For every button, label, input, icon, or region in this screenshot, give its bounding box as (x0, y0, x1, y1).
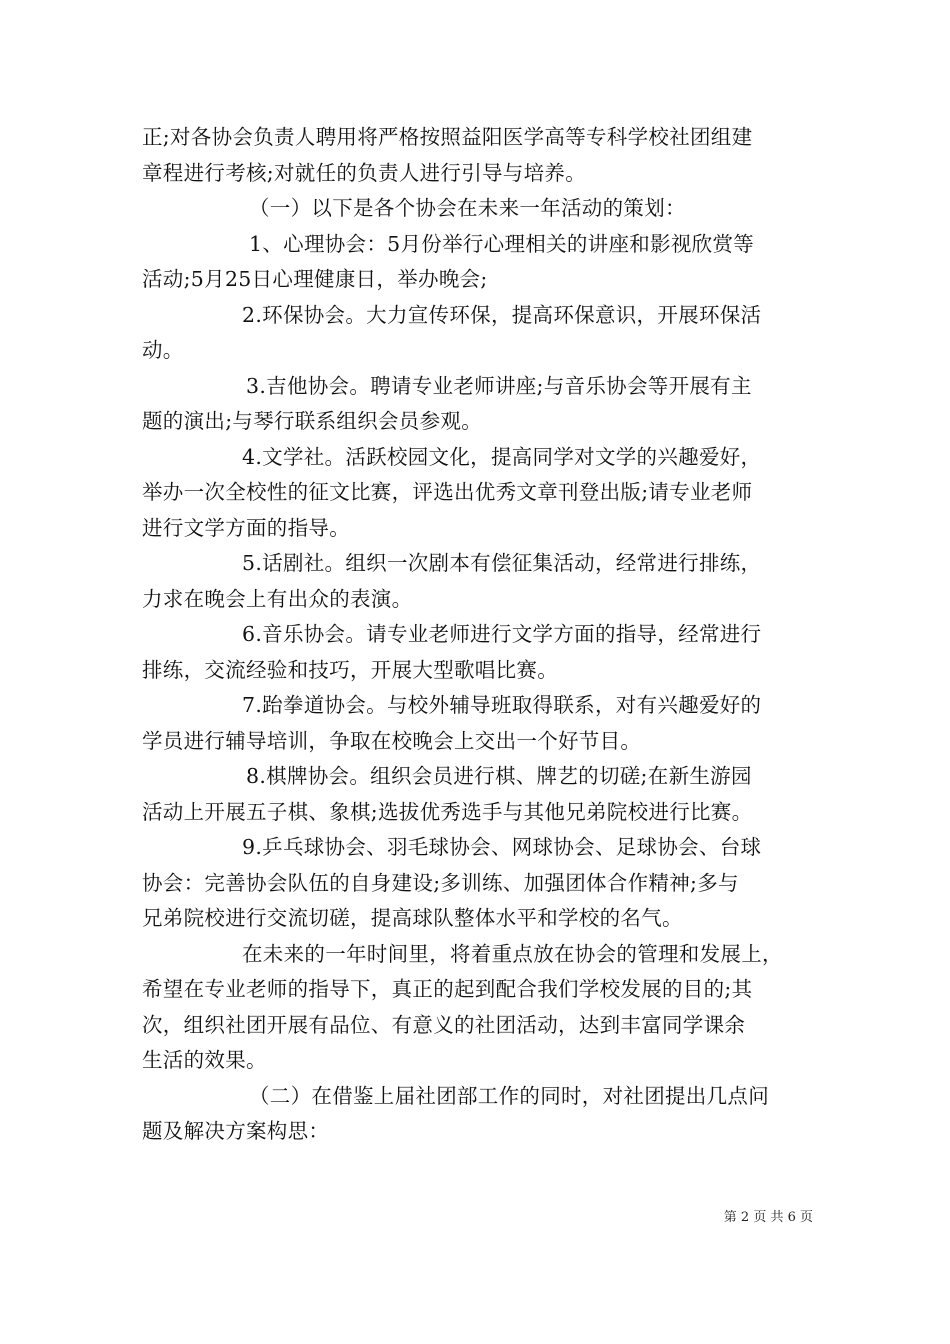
text-line: 9.乒乓球协会、羽毛球协会、网球协会、足球协会、台球 (242, 835, 762, 859)
text-line: 排练，交流经验和技巧，开展大型歌唱比赛。 (142, 657, 558, 682)
text-line: （一）以下是各个协会在未来一年活动的策划： (249, 196, 686, 220)
text-line: 在未来的一年时间里，将着重点放在协会的管理和发展上， (242, 941, 783, 966)
paragraph (142, 546, 812, 617)
text-line: 7.跆拳道协会。与校外辅导班取得联系，对有兴趣爱好的 (242, 693, 762, 717)
document-body (142, 120, 812, 1150)
text-line: 希望在专业老师的指导下，真正的起到配合我们学校发展的目的;其 (142, 977, 753, 1001)
paragraph (142, 227, 812, 298)
text-line: 兄弟院校进行交流切磋，提高球队整体水平和学校的名气。 (142, 906, 683, 930)
paragraph (142, 369, 812, 440)
text-line: 次，组织社团开展有品位、有意义的社团活动，达到丰富同学课余 (142, 1012, 746, 1037)
text-line: 活动;5月25日心理健康日，举办晚会; (142, 267, 488, 291)
text-line: 6.音乐协会。请专业老师进行文学方面的指导，经常进行 (242, 622, 762, 646)
page-number-footer: 第 2 页 共 6 页 (723, 1210, 813, 1225)
text-line: 学员进行辅导培训，争取在校晚会上交出一个好节目。 (142, 728, 642, 753)
text-line: （二）在借鉴上届社团部工作的同时，对社团提出几点问 (249, 1083, 769, 1108)
paragraph (142, 440, 812, 547)
paragraph (142, 759, 812, 830)
text-line: 举办一次全校性的征文比赛，评选出优秀文章刊登出版;请专业老师 (142, 480, 753, 504)
paragraph (142, 617, 812, 688)
paragraph (142, 120, 812, 191)
paragraph (142, 937, 812, 1079)
paragraph (142, 191, 812, 227)
text-line: 题及解决方案构思： (142, 1119, 330, 1143)
text-line: 活动上开展五子棋、象棋;选拔优秀选手与其他兄弟院校进行比赛。 (142, 799, 753, 824)
text-line: 8.棋牌协会。组织会员进行棋、牌艺的切磋;在新生游园 (246, 764, 752, 788)
paragraph (142, 830, 812, 937)
text-line: 生活的效果。 (142, 1048, 267, 1072)
text-line: 章程进行考核;对就任的负责人进行引导与培养。 (142, 160, 587, 185)
text-line: 协会：完善协会队伍的自身建设;多训练、加强团体合作精神;多与 (142, 870, 739, 895)
text-line: 力求在晚会上有出众的表演。 (142, 586, 413, 611)
text-line: 动。 (142, 338, 184, 362)
text-line: 1、心理协会：5月份举行心理相关的讲座和影视欣赏等 (249, 231, 755, 256)
text-line: 5.话剧社。组织一次剧本有偿征集活动，经常进行排练， (242, 551, 762, 575)
text-line: 2.环保协会。大力宣传环保，提高环保意识，开展环保活 (242, 302, 762, 327)
text-line: 题的演出;与琴行联系组织会员参观。 (142, 409, 483, 433)
text-line: 正;对各协会负责人聘用将严格按照益阳医学高等专科学校社团组建 (142, 125, 753, 149)
paragraph (142, 1079, 812, 1150)
paragraph (142, 688, 812, 759)
text-line: 进行文学方面的指导。 (142, 515, 350, 540)
paragraph (142, 298, 812, 369)
text-line: 3.吉他协会。聘请专业老师讲座;与音乐协会等开展有主 (246, 373, 752, 398)
text-line: 4.文学社。活跃校园文化，提高同学对文学的兴趣爱好， (242, 444, 762, 469)
